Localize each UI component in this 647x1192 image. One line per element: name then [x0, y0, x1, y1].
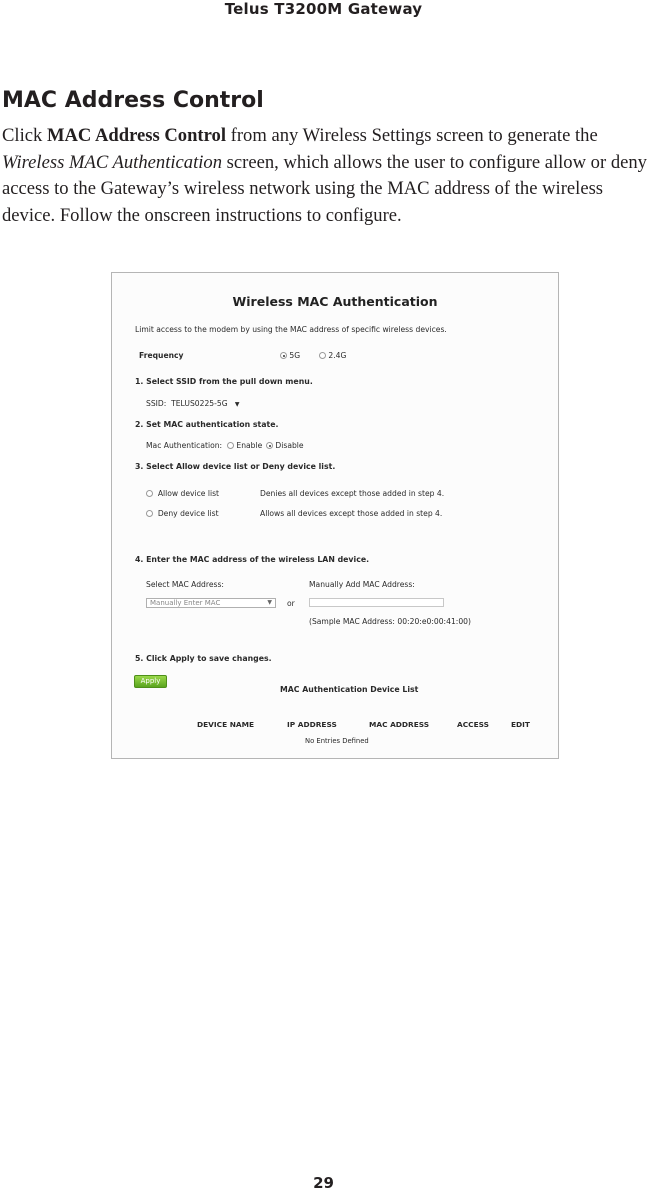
select-mac-value: Manually Enter MAC	[150, 599, 221, 607]
step-1-heading: 1. Select SSID from the pull down menu.	[135, 377, 313, 386]
step-2-heading: 2. Set MAC authentication state.	[135, 420, 279, 429]
deny-list-option[interactable]	[146, 509, 219, 518]
frequency-option-24g[interactable]	[319, 351, 346, 360]
ssid-select[interactable]	[146, 399, 239, 408]
apply-button[interactable]: Apply	[134, 675, 167, 688]
frequency-24g-label: 2.4G	[328, 351, 347, 360]
step-4-heading: 4. Enter the MAC address of the wireless LAN device.	[135, 555, 370, 564]
column-device-name: DEVICE NAME	[197, 720, 255, 729]
section-title: MAC Address Control	[2, 88, 264, 113]
page-number: 29	[313, 1174, 334, 1192]
caret-down-icon: ▼	[234, 401, 240, 408]
column-access: ACCESS	[457, 720, 489, 729]
allow-list-label: Allow device list	[157, 489, 220, 498]
ssid-label: SSID:	[146, 399, 167, 408]
frequency-5g-label: 5G	[289, 351, 301, 360]
mac-auth-enable[interactable]	[227, 441, 262, 450]
body-bold-term: MAC Address Control	[46, 125, 227, 146]
disable-label: Disable	[275, 441, 304, 450]
intro-text: Limit access to the modem by using the MAC address of specific wireless devices.	[135, 325, 447, 334]
radio-button-icon[interactable]	[266, 442, 273, 449]
radio-button-icon[interactable]	[280, 352, 287, 359]
sample-mac-text: (Sample MAC Address: 00:20:e0:00:41:00)	[309, 617, 471, 626]
body-text-1: Click	[2, 125, 47, 146]
deny-list-label: Deny device list	[157, 509, 219, 518]
frequency-label: Frequency	[139, 351, 184, 360]
deny-list-description: Allows all devices except those added in step 4.	[260, 509, 443, 518]
radio-button-icon[interactable]	[146, 490, 153, 497]
ssid-value: TELUS0225-5G	[171, 399, 228, 408]
mac-auth-label: Mac Authentication:	[146, 441, 223, 450]
body-text-3: screen, which allows the user to configure allow or deny access to the Gateway’s wireless network using the MAC address of the wireless device. Follow the onscreen instructions to configure.	[2, 151, 647, 226]
allow-list-option[interactable]	[146, 489, 219, 498]
body-text-2: from any Wireless Settings screen to generate the	[226, 125, 598, 146]
mac-auth-disable[interactable]	[266, 441, 304, 450]
section-body	[2, 123, 647, 229]
or-text: or	[287, 599, 295, 608]
step-3-heading: 3. Select Allow device list or Deny device list.	[135, 462, 336, 471]
empty-list-text: No Entries Defined	[305, 737, 369, 745]
screenshot-title: Wireless MAC Authentication	[232, 294, 438, 309]
enable-label: Enable	[236, 441, 263, 450]
caret-down-icon: ▼	[267, 599, 272, 606]
select-mac-dropdown[interactable]	[146, 598, 276, 608]
radio-button-icon[interactable]	[319, 352, 326, 359]
wireless-mac-auth-screenshot	[111, 272, 559, 759]
column-edit: EDIT	[511, 720, 530, 729]
body-italic-term: Wireless MAC Authentication	[2, 151, 223, 173]
radio-button-icon[interactable]	[227, 442, 234, 449]
frequency-option-5g[interactable]	[280, 351, 300, 360]
manual-mac-label: Manually Add MAC Address:	[309, 580, 415, 589]
manual-mac-input[interactable]	[309, 598, 444, 607]
column-ip-address: IP ADDRESS	[287, 720, 337, 729]
select-mac-label: Select MAC Address:	[146, 580, 224, 589]
device-list-title: MAC Authentication Device List	[280, 685, 419, 694]
allow-list-description: Denies all devices except those added in step 4.	[260, 489, 445, 498]
radio-button-icon[interactable]	[146, 510, 153, 517]
running-header: Telus T3200M Gateway	[224, 0, 423, 18]
column-mac-address: MAC ADDRESS	[369, 720, 430, 729]
step-5-heading: 5. Click Apply to save changes.	[135, 654, 272, 663]
